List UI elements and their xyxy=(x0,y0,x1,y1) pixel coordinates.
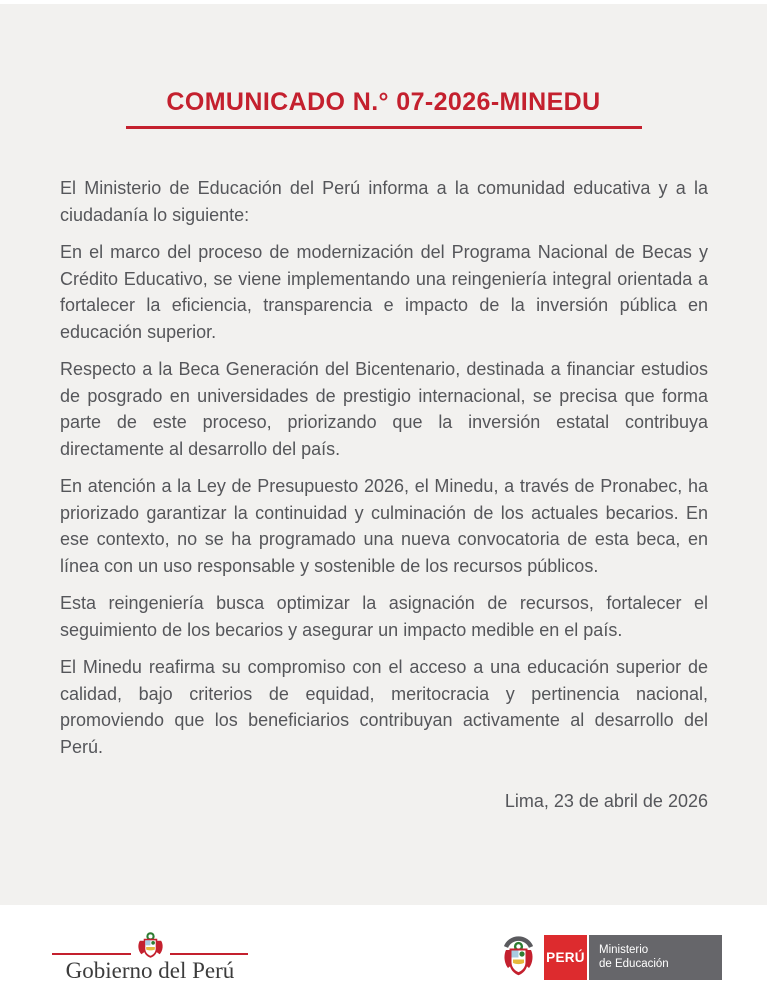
ministry-wordmark xyxy=(589,935,722,980)
gobierno-label: Gobierno del Perú xyxy=(65,958,235,983)
peru-coat-of-arms-icon xyxy=(500,934,537,980)
logo-rule-left xyxy=(52,953,131,955)
footer xyxy=(0,905,767,1000)
paragraph-modernizacion: En el marco del proceso de modernización del Programa Nacional de Becas y Crédito Educativo, se viene implementando una reingeniería integral orientada a fortalecer la eficiencia, transparencia e impacto de la inversión pública en educación superior. xyxy=(60,242,708,342)
minedu-logo xyxy=(500,934,722,980)
paragraph-ley-presupuesto: En atención a la Ley de Presupuesto 2026, el Minedu, a través de Pronabec, ha priorizado garantizar la continuidad y culminación de los actuales becarios. En ese contexto, no se ha programado una nueva convocatoria de esta beca, en línea con un uso responsable y sostenible de los recursos públicos. xyxy=(60,476,708,576)
ministry-line-2: de Educación xyxy=(599,958,669,970)
gobierno-del-peru-logo xyxy=(52,931,248,984)
document-sheet xyxy=(0,4,767,905)
peru-wordmark: PERÚ xyxy=(544,935,587,980)
page-title: COMUNICADO N.° 07-2026-MINEDU xyxy=(166,88,601,116)
logo-rule-right xyxy=(170,953,249,955)
paragraph-intro: El Ministerio de Educación del Perú informa a la comunidad educativa y a la ciudadanía lo siguiente: xyxy=(60,178,708,225)
ministry-line-1: Ministerio xyxy=(599,944,649,956)
document-body xyxy=(60,175,708,815)
paragraph-compromiso: El Minedu reafirma su compromiso con el acceso a una educación superior de calidad, bajo criterios de equidad, meritocracia y pertinencia nacional, promoviendo que los beneficiarios contribuyan activamente al desarrollo del Perú. xyxy=(60,657,708,757)
paragraph-beca-bicentenario: Respecto a la Beca Generación del Bicentenario, destinada a financiar estudios de posgrado en universidades de prestigio internacional, se precisa que forma parte de este proceso, priorizando que la inversión estatal contribuya directamente al desarrollo del país. xyxy=(60,359,708,459)
paragraph-reingenieria: Esta reingeniería busca optimizar la asignación de recursos, fortalecer el seguimiento de los becarios y asegurar un impacto medible en el país. xyxy=(60,593,708,640)
title-underline xyxy=(126,126,642,129)
dateline: Lima, 23 de abril de 2026 xyxy=(504,791,708,811)
